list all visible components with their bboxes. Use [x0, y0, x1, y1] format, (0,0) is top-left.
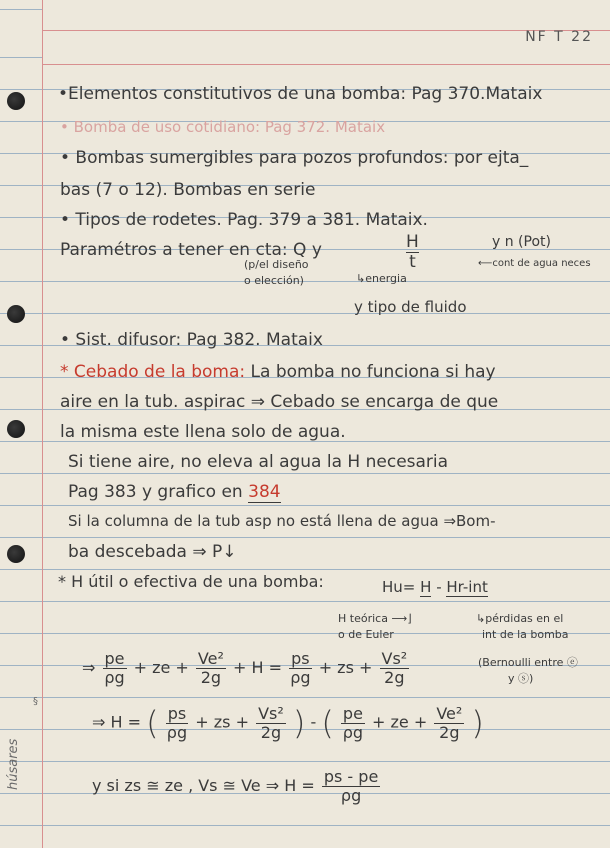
margin-line [42, 64, 43, 848]
line-rodetes: • Tipos de rodetes. Pag. 379 a 381. Mataix. [60, 210, 428, 230]
note-bernoulli-a: (Bernoulli entre ⓔ [478, 656, 578, 669]
equation-h: ⇒ H = ( $\frac{ps}{\rho g}$ + zs + $\frac{\text{Vs²}}{2g}$ ) - ( $\frac{pe}{\rho g}$ + ze + $\frac{\text{Ve²}}{2g}$ ) [92, 703, 484, 742]
frac-t: t [409, 252, 416, 272]
frac-ve2-2g: $\frac{\text{Ve²}}{2g}$ [197, 649, 224, 687]
eq-hu: Hu= H - Hr-int [382, 578, 488, 596]
note-bernoulli-b: y ⓢ) [508, 672, 534, 685]
note-perdidas: ↳pérdidas en el [476, 612, 564, 625]
note-energia: ↳energia [356, 272, 407, 285]
equation-simplified: y si zs ≅ ze , Vs ≅ Ve ⇒ H = $\frac{ps - pe}{\rho g}$ [92, 767, 379, 805]
line-difusor: • Sist. difusor: Pag 382. Mataix [60, 330, 323, 350]
line-etapas: bas (7 o 12). Bombas en serie [60, 180, 316, 200]
line-descebada: ba descebada ⇒ P↓ [68, 542, 237, 562]
note-cont-agua: ⟵cont de agua neces [478, 258, 591, 269]
note-diseno: (p/el diseño [244, 258, 309, 271]
line-si-aire: Si tiene aire, no eleva al agua la H necesaria [68, 452, 449, 472]
line-columna: Si la columna de la tub asp no está llena de agua ⇒Bom- [68, 512, 496, 530]
frac-vs2-2g: $\frac{\text{Vs²}}{2g}$ [381, 649, 408, 687]
line-parametros: Paramétros a tener en cta: Q y [60, 240, 322, 260]
line-elementos: •Elementos constitutivos de una bomba: Pag 370.Mataix [58, 84, 543, 104]
header-label: NF T 22 [525, 29, 593, 45]
brand-logo-icon: § [33, 696, 38, 707]
line-pot: y n (Pot) [492, 234, 551, 250]
binder-hole [7, 92, 25, 110]
frac-h-t [406, 232, 419, 272]
binder-hole [7, 305, 25, 323]
equation-bernoulli: ⇒ $\frac{pe}{\rho g}$ + ze + $\frac{\text{Ve²}}{2g}$ + H = $\frac{ps}{\rho g}$ + zs + $\frac{\text{Vs²}}{2g}$ [82, 649, 408, 687]
line-pag383: Pag 383 y grafico en 384 [68, 482, 281, 502]
line-sumergibles: • Bombas sumergibles para pozos profundos: por ejta_ [60, 148, 529, 168]
line-llena: la misma este llena solo de agua. [60, 422, 346, 442]
line-aire: aire en la tub. aspirac ⇒ Cebado se encarga de que [60, 392, 499, 412]
line-bomba-uso: • Bomba de uso cotidiano: Pag 372. Mataix [60, 118, 386, 136]
line-cebado: * Cebado de la boma: La bomba no funciona si hay [60, 362, 496, 382]
binder-hole [7, 545, 25, 563]
header-box [42, 0, 610, 65]
note-eleccion: o elección) [244, 274, 304, 287]
line-h-util: * H útil o efectiva de una bomba: [58, 572, 324, 591]
frac-ps-rg: $\frac{ps}{\rho g}$ [290, 649, 311, 687]
note-int-bomba: int de la bomba [482, 628, 569, 641]
binder-hole [7, 420, 25, 438]
line-tipo-fluido: y tipo de fluido [354, 298, 467, 316]
note-de-euler: o de Euler [338, 628, 394, 641]
frac-h: H [406, 232, 419, 252]
brand-mark: húsares [6, 738, 21, 790]
frac-pe-rg: $\frac{pe}{\rho g}$ [104, 649, 125, 687]
note-h-teorica: H teórica ⟶⌋ [338, 612, 412, 625]
